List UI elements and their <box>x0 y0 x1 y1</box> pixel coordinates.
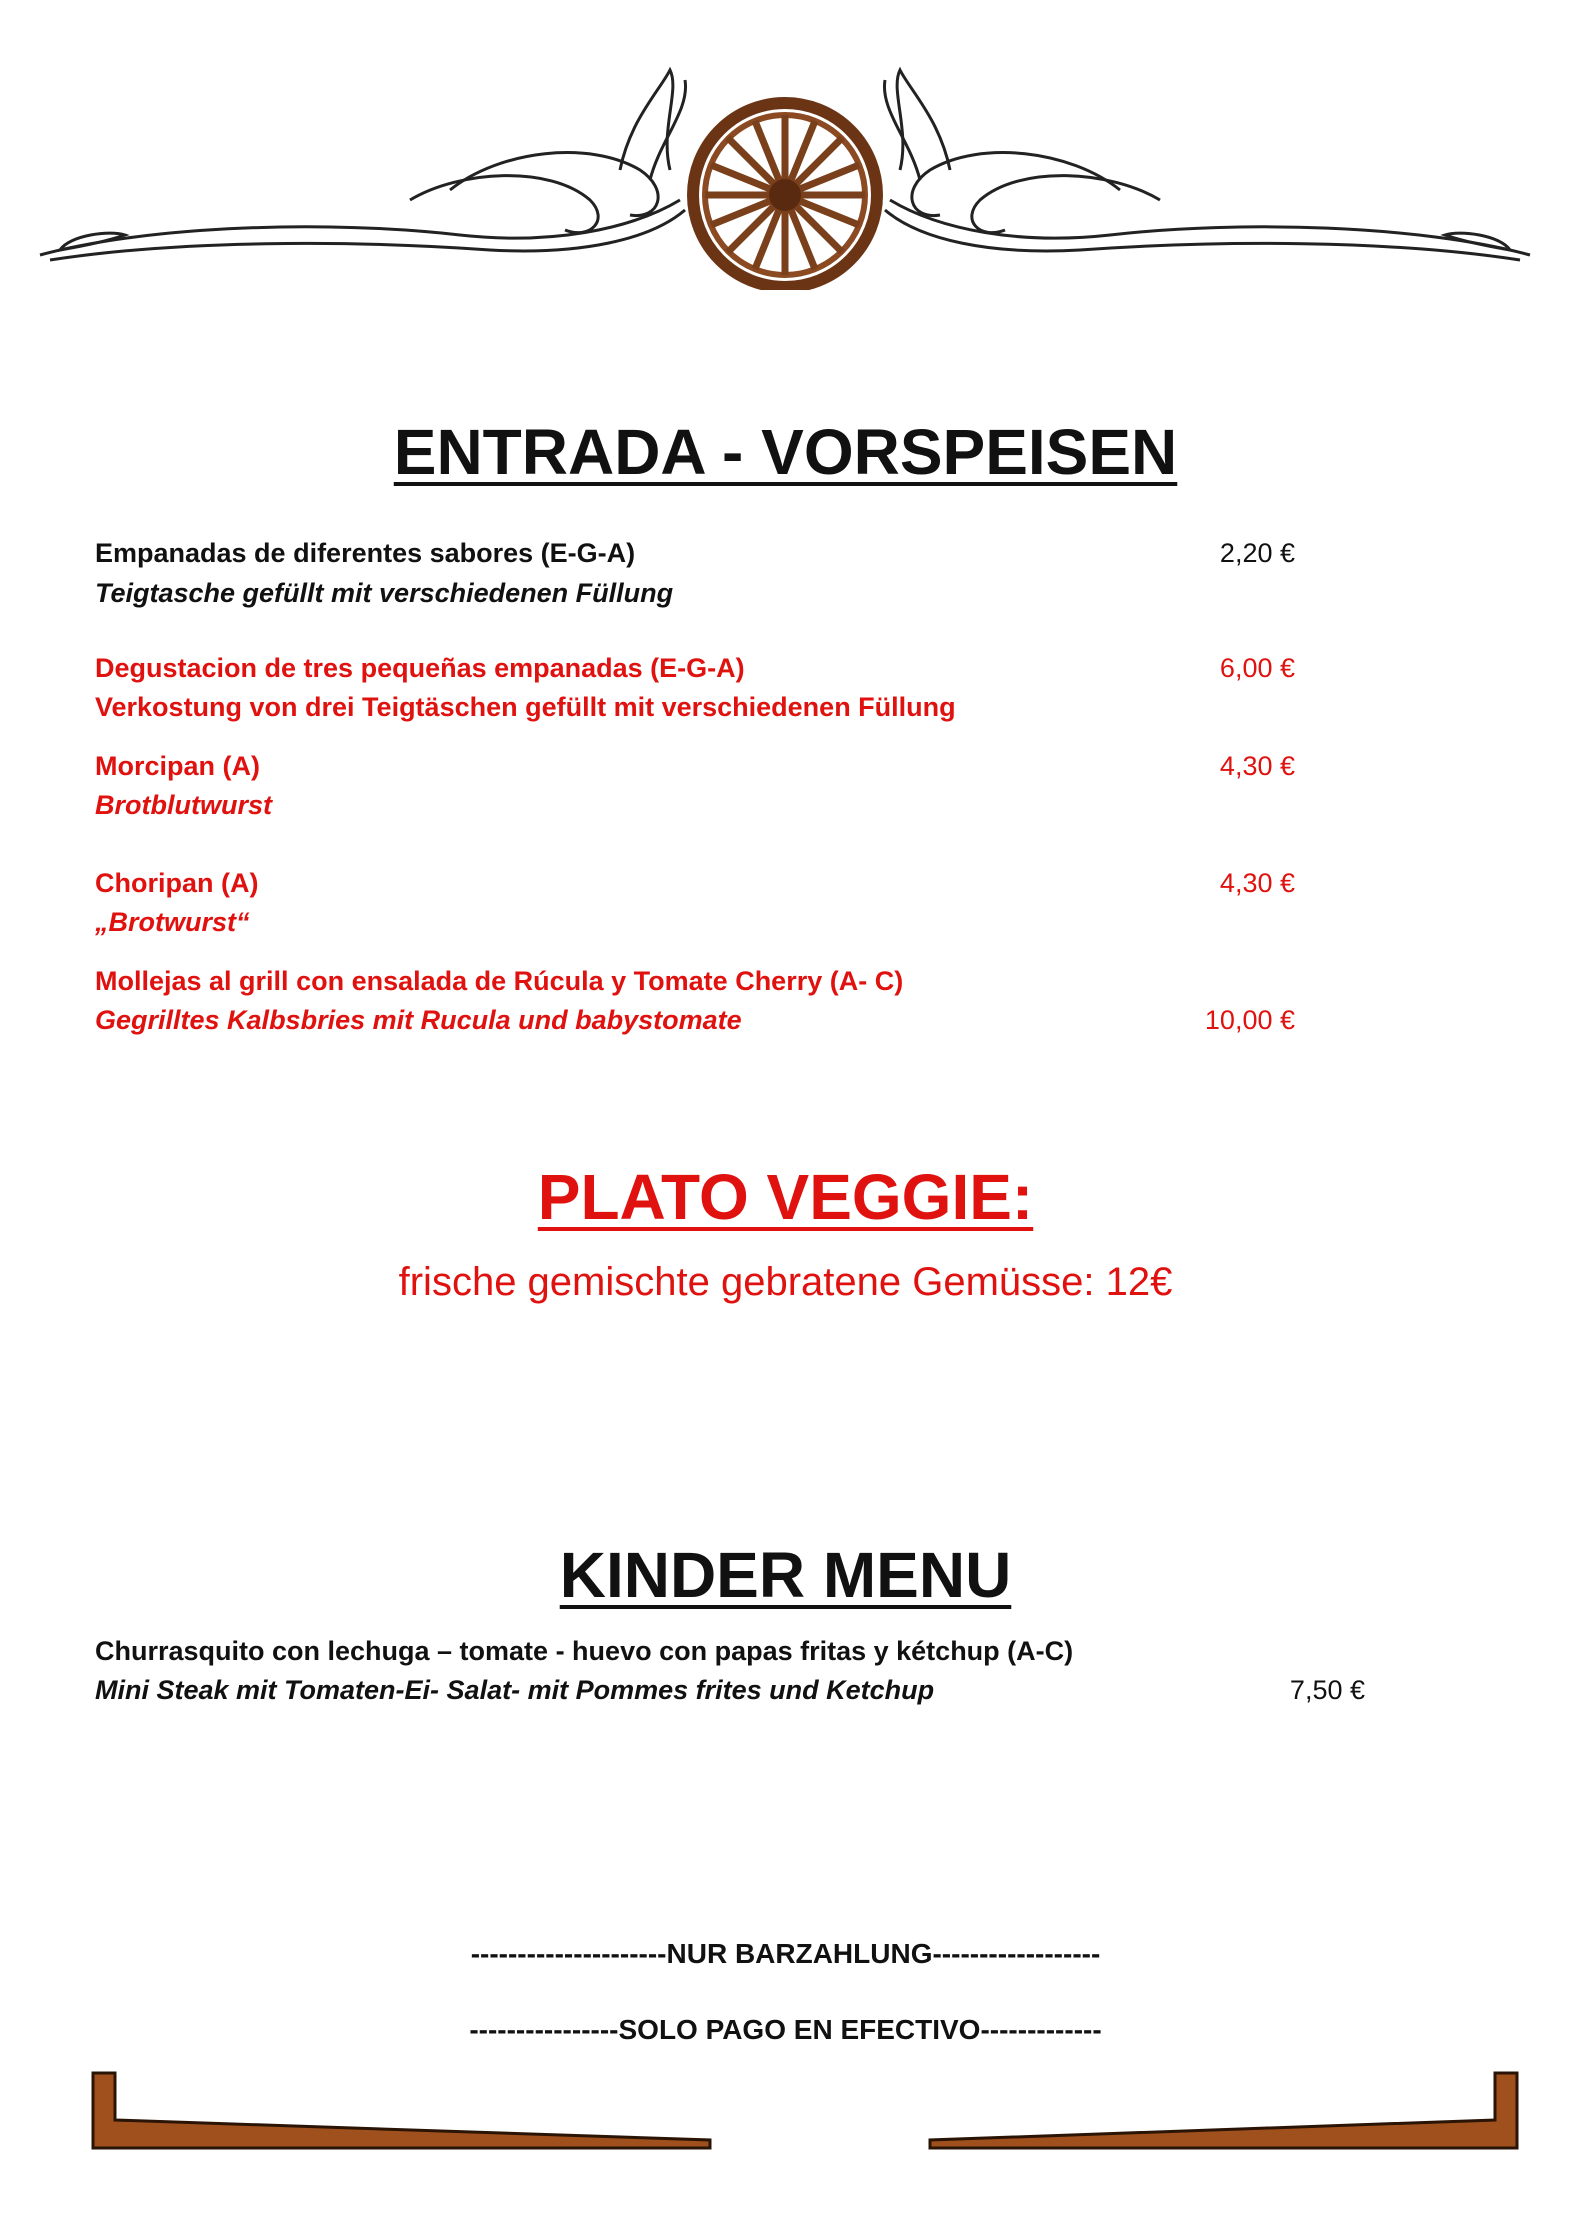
menu-item-price: 4,30 € <box>1219 751 1295 781</box>
menu-item-name: Degustacion de tres pequeñas empanadas (E-G-A) <box>95 653 745 683</box>
menu-item-name: Morcipan (A) <box>95 751 260 781</box>
menu-item-price: 6,00 € <box>1219 653 1295 683</box>
cash-only-notice-es: ----------------SOLO PAGO EN EFECTIVO------------- <box>469 2014 1102 2045</box>
wagon-wheel-ornament-icon <box>30 50 1540 290</box>
cash-only-notice-de: ---------------------NUR BARZAHLUNG------------------ <box>470 1938 1101 1969</box>
wooden-frame-footer-icon <box>90 2070 1520 2150</box>
menu-item-name: Empanadas de diferentes sabores (E-G-A) <box>95 538 636 568</box>
menu-item-price: 4,30 € <box>1219 868 1295 898</box>
menu-item-description: Brotblutwurst <box>95 790 272 820</box>
section-title-entrada: ENTRADA - VORSPEISEN <box>393 416 1178 488</box>
menu-item-name: Mollejas al grill con ensalada de Rúcula y Tomate Cherry (A- C) <box>95 966 904 996</box>
section-title-veggie: PLATO VEGGIE: <box>537 1161 1034 1233</box>
menu-item-price: 2,20 € <box>1219 538 1295 568</box>
menu-item-price: 10,00 € <box>1204 1005 1295 1035</box>
menu-item-description: Mini Steak mit Tomaten-Ei- Salat- mit Pommes frites und Ketchup <box>95 1675 935 1705</box>
menu-item-description: Teigtasche gefüllt mit verschiedenen Füllung <box>95 578 674 608</box>
section-title-kinder: KINDER MENU <box>559 1539 1012 1611</box>
menu-item-price: 7,50 € <box>1289 1675 1365 1705</box>
menu-item-description: „Brotwurst“ <box>95 907 250 937</box>
menu-item-description: Verkostung von drei Teigtäschen gefüllt mit verschiedenen Füllung <box>95 692 956 722</box>
menu-item-description: Gegrilltes Kalbsbries mit Rucula und babystomate <box>95 1005 742 1035</box>
menu-item-name: Choripan (A) <box>95 868 259 898</box>
veggie-description: frische gemischte gebratene Gemüsse: 12€ <box>398 1260 1173 1304</box>
menu-item-name: Churrasquito con lechuga – tomate - huevo con papas fritas y kétchup (A-C) <box>95 1636 1074 1666</box>
